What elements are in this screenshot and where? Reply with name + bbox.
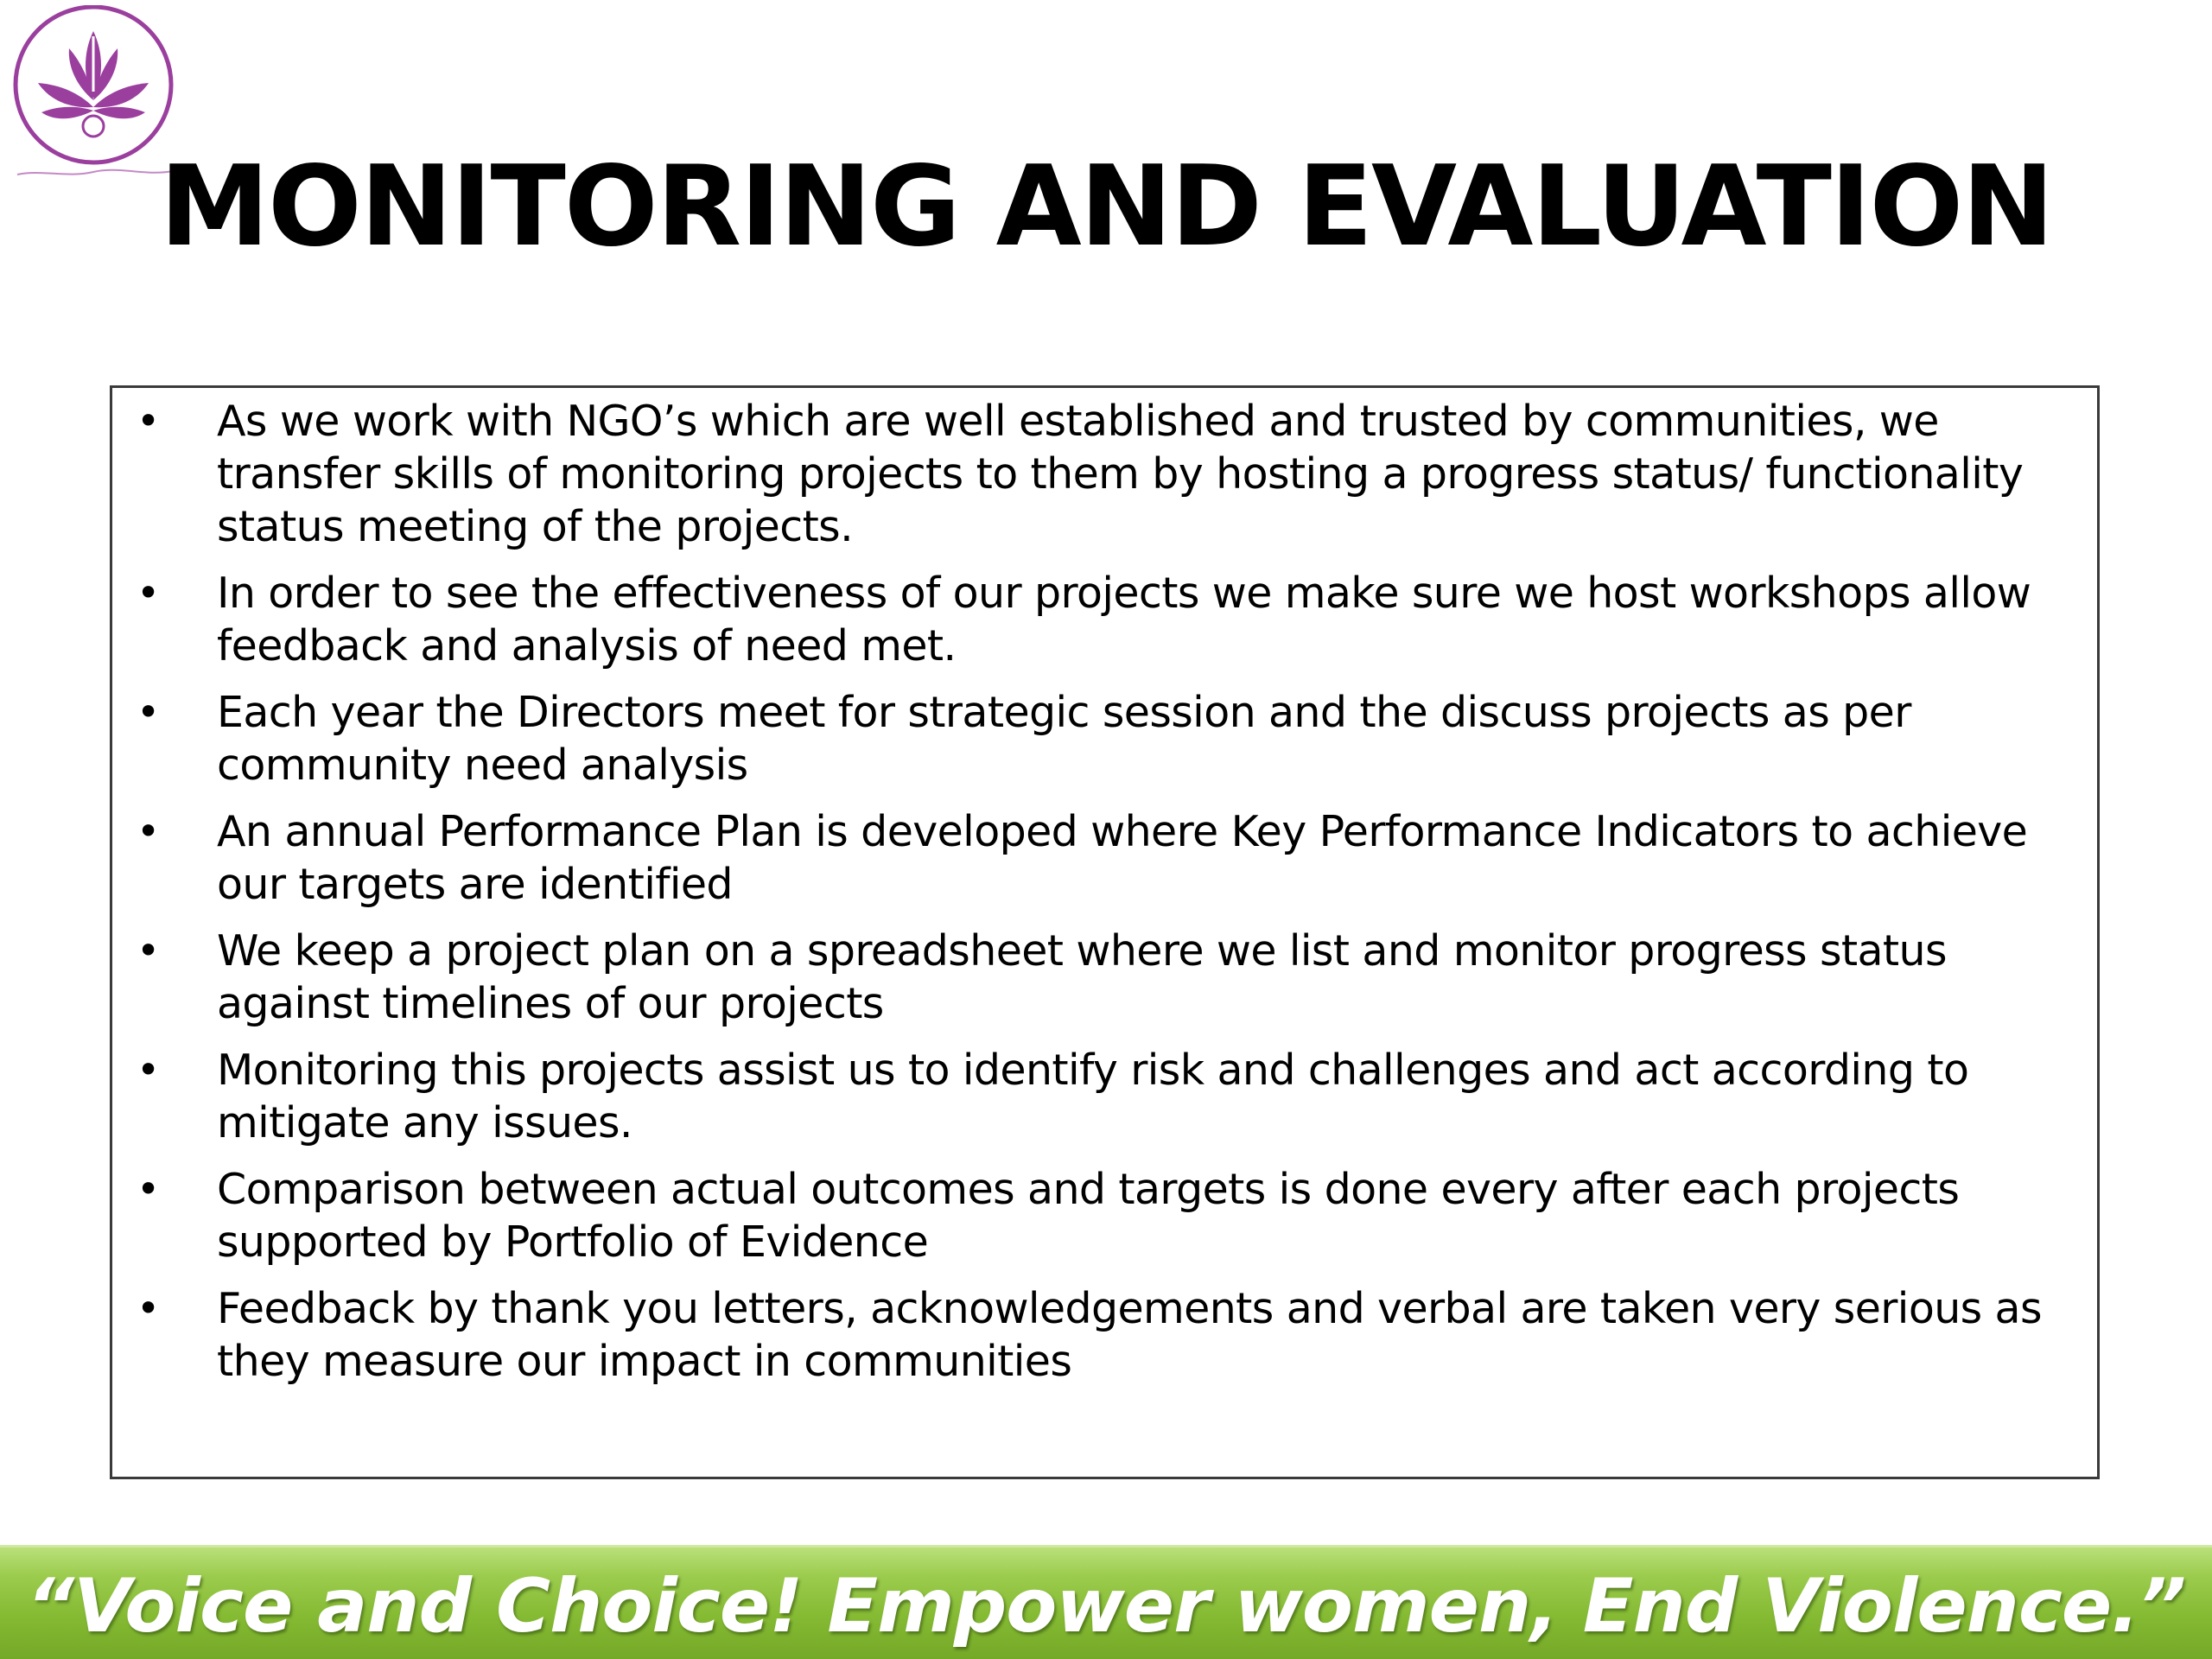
bullet-text: In order to see the effectiveness of our projects we make sure we host workshops allow feedback and analysis of need met. [217,569,2031,671]
bullet-text: As we work with NGO’s which are well established and trusted by communities, we transfer skills of monitoring projects to them by hosting a progress status/ functionality status meeting of the projects. [217,397,2024,551]
bullet-icon: • [137,808,160,855]
bullet-icon: • [137,569,160,616]
bullet-icon: • [137,1046,160,1093]
bullet-item [112,805,2097,911]
slide-title: MONITORING AND EVALUATION [159,143,2053,271]
content-box [110,385,2100,1479]
bullet-text: Feedback by thank you letters, acknowledgements and verbal are taken very serious as they measure our impact in communities [217,1284,2042,1386]
bullet-icon: • [137,689,160,735]
bullet-icon: • [137,1285,160,1332]
slogan-banner [0,1545,2212,1659]
bullet-item [112,686,2097,791]
bullet-item [112,1282,2097,1388]
bullet-text: We keep a project plan on a spreadsheet where we list and monitor progress status against timelines of our projects [217,926,1947,1028]
bullet-item [112,567,2097,672]
bullet-icon: • [137,397,160,444]
slogan-text: “Voice and Choice! Empower women, End Violence.” [26,1563,2186,1649]
bullet-list [112,395,2097,1402]
bullet-icon: • [137,1166,160,1212]
bullet-item [112,925,2097,1030]
bullet-item [112,1163,2097,1268]
bullet-icon: • [137,927,160,974]
bullet-item [112,395,2097,553]
bullet-text: An annual Performance Plan is developed where Key Performance Indicators to achieve our targets are identified [217,807,2028,909]
bullet-text: Comparison between actual outcomes and targets is done every after each projects supported by Portfolio of Evidence [217,1165,1960,1267]
bullet-item [112,1044,2097,1149]
bullet-text: Monitoring this projects assist us to identify risk and challenges and act according to mitigate any issues. [217,1046,1969,1147]
bullet-text: Each year the Directors meet for strategic session and the discuss projects as per community need analysis [217,688,1911,790]
